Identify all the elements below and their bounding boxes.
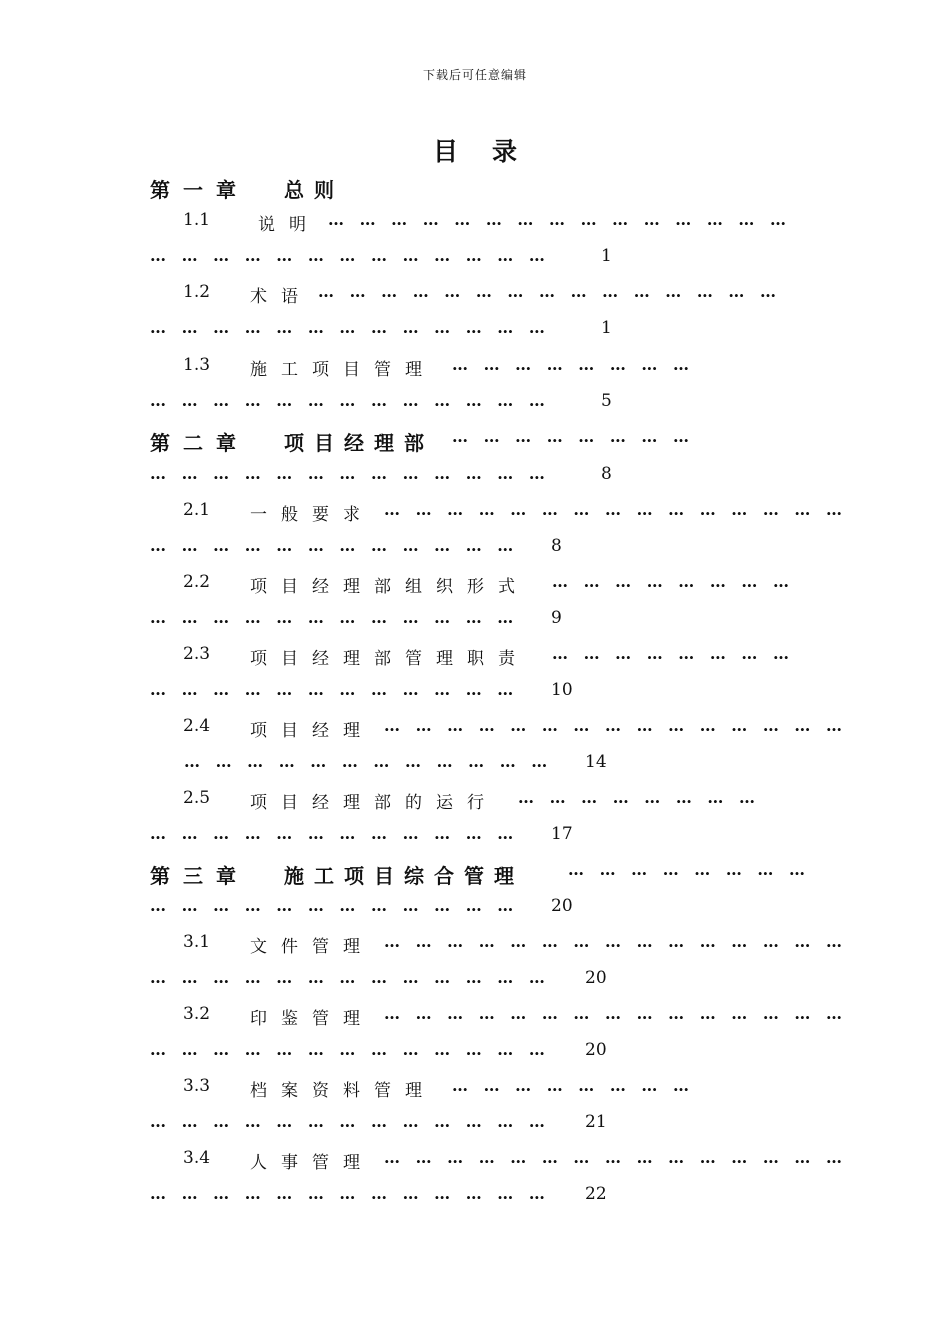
dot-leader: … … … … … … … … … … … … … … … [384,1004,847,1023]
dot-leader: … … … … … … … … [518,788,760,807]
section-number: 3.1 [183,932,211,952]
dot-leader: … … … … … … … … [568,860,810,879]
dot-leader: … … … … … … … … … … … … … [150,1184,550,1203]
page-number: 20 [585,1040,607,1060]
page-number: 22 [585,1184,607,1204]
dot-leader: … … … … … … … … … … … … … [150,1112,550,1131]
dot-leader: … … … … … … … … [452,355,694,374]
page-number: 20 [585,968,607,988]
dot-leader: … … … … … … … … … … … … [150,608,519,627]
page-number: 21 [585,1112,607,1132]
chapter-title: 项目经理部 [284,431,434,455]
section-title: 印鉴管理 [250,1009,374,1029]
page-number: 1 [601,318,612,338]
dot-leader: … … … … … … … … [452,427,694,446]
dot-leader: … … … … … … … … … … … … [150,536,519,555]
section-title: 项目经理部组织形式 [250,577,529,597]
dot-leader: … … … … … … … … … … … … … … … [328,210,791,229]
dot-leader: … … … … … … … … … … … … [150,680,519,699]
section-number: 3.2 [183,1004,211,1024]
section-title: 项目经理 [250,721,374,741]
section-number: 2.3 [183,644,211,664]
dot-leader: … … … … … … … … … … … … … [150,318,550,337]
dot-leader: … … … … … … … … [452,1076,694,1095]
chapter-label: 第三章 [150,864,249,888]
page-number: 5 [601,391,612,411]
section-title: 一般要求 [250,505,374,525]
page-number: 17 [551,824,573,844]
section-number: 1.1 [183,210,211,230]
page-header: 下载后可任意编辑 [422,68,527,82]
section-title: 术语 [250,287,312,307]
chapter-title: 总则 [284,178,344,202]
section-number: 2.1 [183,500,211,520]
page-number: 8 [551,536,562,556]
section-number: 2.2 [183,572,211,592]
section-title: 文件管理 [250,937,374,957]
section-number: 2.5 [183,788,211,808]
dot-leader: … … … … … … … … … … … … … … … [384,716,847,735]
section-number: 2.4 [183,716,211,736]
dot-leader: … … … … … … … … … … … … … [150,246,550,265]
section-title: 项目经理部管理职责 [250,649,529,669]
page-number: 8 [601,464,612,484]
section-title: 人事管理 [250,1153,374,1173]
page-number: 10 [551,680,573,700]
page-number: 14 [585,752,607,772]
dot-leader: … … … … … … … … … … … … [150,824,519,843]
section-number: 1.2 [183,282,211,302]
dot-leader: … … … … … … … … … … … … … … … [318,282,781,301]
section-number: 1.3 [183,355,211,375]
dot-leader: … … … … … … … … … … … … … … … [384,932,847,951]
dot-leader: … … … … … … … … … … … … [150,896,519,915]
chapter-label: 第二章 [150,431,249,455]
dot-leader: … … … … … … … … [552,572,794,591]
section-title: 项目经理部的运行 [250,793,498,813]
page-number: 20 [551,896,573,916]
chapter-title: 施工项目综合管理 [284,864,524,888]
toc-title: 目录 [432,137,551,166]
section-number: 3.4 [183,1148,211,1168]
page-number: 9 [551,608,562,628]
dot-leader: … … … … … … … … … … … … … [150,1040,550,1059]
dot-leader: … … … … … … … … … … … … … [150,464,550,483]
dot-leader: … … … … … … … … … … … … … [150,391,550,410]
dot-leader: … … … … … … … … … … … … … … … [384,1148,847,1167]
section-title: 说明 [258,215,320,235]
section-title: 档案资料管理 [250,1081,436,1101]
dot-leader: … … … … … … … … … … … … … [150,968,550,987]
dot-leader: … … … … … … … … … … … … [184,752,553,771]
section-title: 施工项目管理 [250,360,436,380]
page-number: 1 [601,246,612,266]
section-number: 3.3 [183,1076,211,1096]
dot-leader: … … … … … … … … [552,644,794,663]
dot-leader: … … … … … … … … … … … … … … … [384,500,847,519]
chapter-label: 第一章 [150,178,249,202]
